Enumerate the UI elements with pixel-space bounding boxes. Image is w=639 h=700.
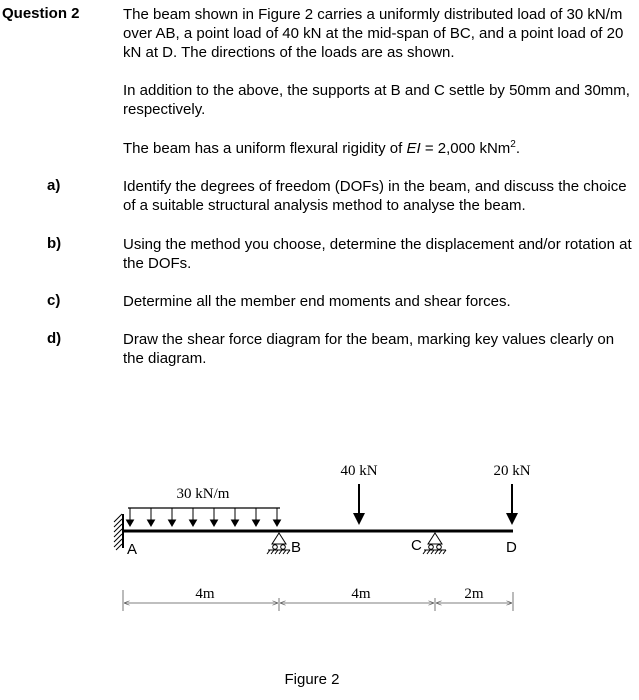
part-c-label: c) [47,292,61,309]
node-label-a: A [127,541,138,558]
figure-caption: Figure 2 [284,671,340,688]
point-load-bc-arrow [353,484,365,525]
load-bc-label: 40 kN [340,463,378,479]
span-label-cd: 2m [464,586,484,602]
node-label-c: C [411,537,422,554]
udl-arrows [127,508,281,526]
part-d-label: d) [47,330,62,347]
dimension-lines [123,590,513,611]
point-load-d-arrow [506,484,518,525]
settlement-text: In addition to the above, the supports at B and C settle by 50mm and 30mm, respectively. [123,82,630,118]
part-a-label: a) [47,177,61,194]
part-d-text: Draw the shear force diagram for the beam, marking key values clearly on the diagram. [123,331,615,367]
part-b-text: Using the method you choose, determine the displacement and/or rotation at the DOFs. [123,236,632,272]
rigidity-prefix: The beam has a uniform flexural rigidity of [123,140,407,157]
load-d-label: 20 kN [493,463,531,479]
question-label: Question 2 [2,5,80,22]
rigidity-power: 2 [510,139,516,150]
span-label-bc: 4m [351,586,371,602]
roller-support-c [423,533,446,554]
span-label-ab: 4m [195,586,215,602]
udl-label: 30 kN/m [176,486,230,502]
part-a-text: Identify the degrees of freedom (DOFs) in the beam, and discuss the choice of a suitable structural analysis method to analyse the beam. [123,178,627,214]
question-intro: The beam shown in Figure 2 carries a uniformly distributed load of 30 kN/m over AB, a point load of 40 kN at the mid-span of BC, and a point load of 20 kN at D. The directions of the loads are as shown. [123,6,624,61]
rigidity-symbol: EI [406,140,421,157]
roller-support-b [267,533,290,554]
part-c-text: Determine all the member end moments and shear forces. [123,293,511,310]
rigidity-value: = 2,000 kNm [420,140,511,157]
rigidity-suffix: . [515,140,521,157]
fixed-support-a [114,514,123,550]
node-label-d: D [506,539,517,556]
part-b-label: b) [47,235,62,252]
node-label-b: B [291,539,302,556]
